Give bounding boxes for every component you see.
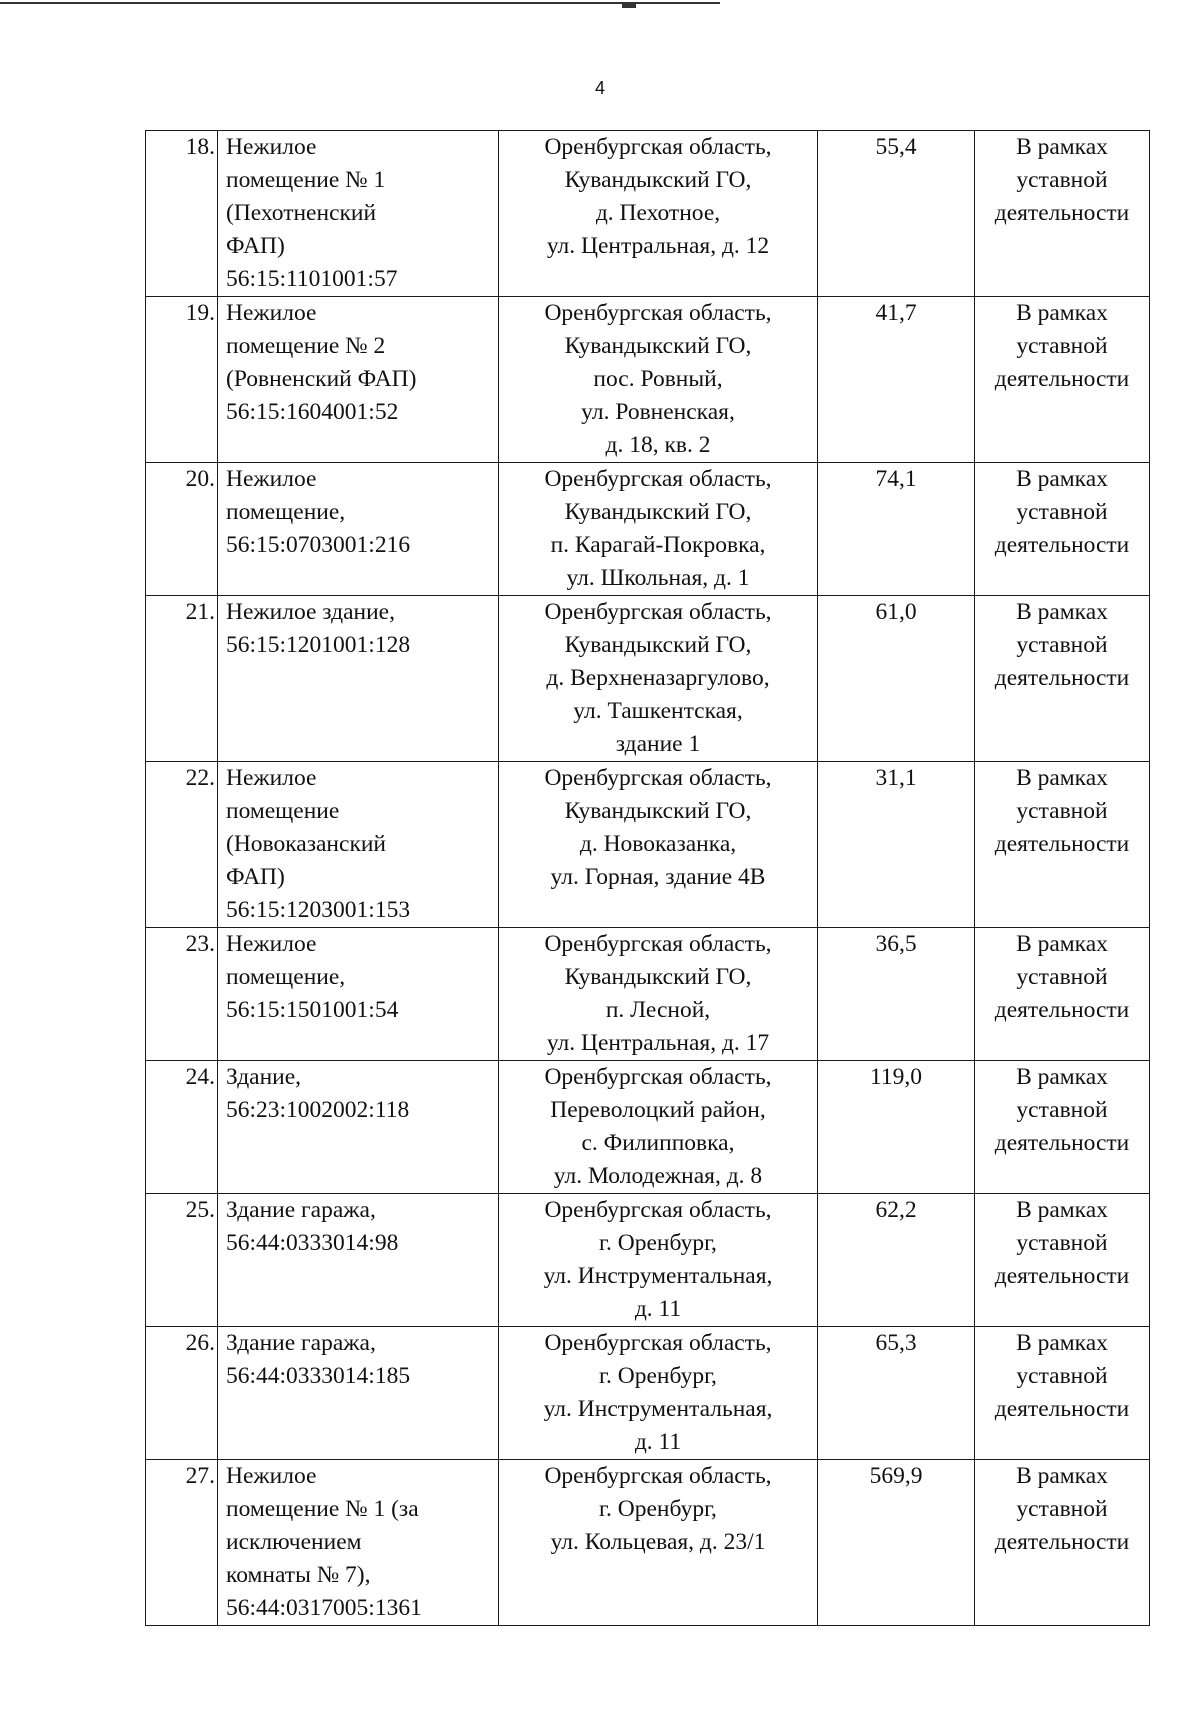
object-name-line: 56:15:1201001:128: [226, 632, 411, 658]
address-line: д. Пехотное,: [595, 200, 721, 226]
address-line: Переволоцкий район,: [550, 1097, 766, 1123]
address-line: д. 11: [634, 1296, 682, 1322]
usage-basis-line: уставной: [1016, 1097, 1108, 1123]
object-name-cell: [218, 596, 499, 762]
address-cell: [499, 1194, 818, 1327]
table-row: [146, 297, 1150, 463]
area-cell: [818, 1460, 975, 1626]
address-line: Кувандыкский ГО,: [564, 167, 752, 193]
usage-basis-line: уставной: [1016, 798, 1108, 824]
usage-basis-line: В рамках: [1016, 134, 1108, 160]
page-number: 4: [594, 78, 605, 98]
address-line: здание 1: [615, 731, 701, 757]
usage-basis-line: В рамках: [1016, 1197, 1108, 1223]
object-name-line: 56:15:1604001:52: [226, 399, 399, 425]
usage-basis-line: деятельности: [994, 997, 1130, 1023]
object-name-line: (Новоказанский: [226, 831, 387, 857]
address-cell: [499, 928, 818, 1061]
row-number-cell: [146, 297, 218, 463]
usage-basis-line: деятельности: [994, 1130, 1130, 1156]
scan-top-edge-line: [0, 2, 720, 4]
address-line: ул. Инструментальная,: [543, 1263, 773, 1289]
address-cell: [499, 1327, 818, 1460]
address-line: Кувандыкский ГО,: [564, 499, 752, 525]
object-name-line: помещение: [226, 798, 340, 824]
address-line: д. Верхненазаргулово,: [546, 665, 770, 691]
area-value: 41,7: [875, 300, 917, 326]
row-number-cell: [146, 596, 218, 762]
address-line: Кувандыкский ГО,: [564, 333, 752, 359]
address-line: д. Новоказанка,: [579, 831, 737, 857]
object-name-cell: [218, 1194, 499, 1327]
usage-basis-line: уставной: [1016, 1230, 1108, 1256]
object-name-cell: [218, 131, 499, 297]
address-cell: [499, 131, 818, 297]
table-row: [146, 1460, 1150, 1626]
object-name-line: Нежилое: [226, 765, 317, 791]
address-line: ул. Ровненская,: [581, 399, 735, 425]
object-name-cell: [218, 463, 499, 596]
object-name-line: помещение,: [226, 499, 346, 525]
address-line: ул. Ташкентская,: [573, 698, 743, 724]
area-cell: [818, 596, 975, 762]
usage-basis-line: деятельности: [994, 831, 1130, 857]
object-name-line: Нежилое: [226, 466, 317, 492]
address-line: Оренбургская область,: [544, 134, 772, 160]
address-line: Оренбургская область,: [544, 1463, 772, 1489]
row-number-cell: [146, 762, 218, 928]
address-line: пос. Ровный,: [593, 366, 723, 392]
address-line: п. Карагай-Покровка,: [550, 532, 766, 558]
usage-basis-cell: [975, 131, 1150, 297]
area-cell: [818, 463, 975, 596]
usage-basis-line: деятельности: [994, 665, 1130, 691]
address-line: Оренбургская область,: [544, 1197, 772, 1223]
area-cell: [818, 1327, 975, 1460]
area-value: 569,9: [869, 1463, 923, 1489]
object-name-line: 56:15:1101001:57: [226, 266, 398, 292]
table-row: [146, 928, 1150, 1061]
usage-basis-line: В рамках: [1016, 1463, 1108, 1489]
property-table: [145, 130, 1150, 1626]
object-name-line: помещение № 1 (за: [226, 1496, 419, 1522]
usage-basis-line: В рамках: [1016, 466, 1108, 492]
property-table-body: [146, 131, 1150, 1626]
usage-basis-line: деятельности: [994, 1529, 1130, 1555]
address-line: ул. Горная, здание 4В: [550, 864, 766, 890]
usage-basis-line: уставной: [1016, 499, 1108, 525]
object-name-line: Здание гаража,: [226, 1197, 376, 1223]
address-line: с. Филипповка,: [581, 1130, 735, 1156]
usage-basis-line: В рамках: [1016, 599, 1108, 625]
object-name-cell: [218, 762, 499, 928]
row-number: 20.: [185, 466, 215, 492]
object-name-line: 56:15:0703001:216: [226, 532, 411, 558]
table-row: [146, 762, 1150, 928]
address-line: Оренбургская область,: [544, 1064, 772, 1090]
table-row: [146, 1194, 1150, 1327]
usage-basis-line: деятельности: [994, 200, 1130, 226]
object-name-cell: [218, 297, 499, 463]
usage-basis-cell: [975, 297, 1150, 463]
area-cell: [818, 928, 975, 1061]
area-cell: [818, 297, 975, 463]
object-name-line: 56:44:0333014:98: [226, 1230, 399, 1256]
address-line: ул. Инструментальная,: [543, 1396, 773, 1422]
address-cell: [499, 1061, 818, 1194]
object-name-cell: [218, 1327, 499, 1460]
object-name-line: Здание гаража,: [226, 1330, 376, 1356]
row-number-cell: [146, 928, 218, 1061]
row-number-cell: [146, 1061, 218, 1194]
address-cell: [499, 596, 818, 762]
usage-basis-cell: [975, 1460, 1150, 1626]
usage-basis-line: уставной: [1016, 1496, 1108, 1522]
row-number: 26.: [185, 1330, 215, 1356]
address-line: ул. Центральная, д. 12: [546, 233, 770, 259]
row-number: 18.: [185, 134, 215, 160]
usage-basis-line: В рамках: [1016, 1064, 1108, 1090]
object-name-line: 56:15:1203001:153: [226, 897, 411, 923]
area-value: 74,1: [875, 466, 917, 492]
area-value: 36,5: [875, 931, 917, 957]
object-name-line: Нежилое: [226, 134, 317, 160]
object-name-line: 56:44:0317005:1361: [226, 1595, 422, 1621]
address-line: г. Оренбург,: [599, 1230, 717, 1256]
scan-edge-mark: [622, 2, 636, 8]
usage-basis-cell: [975, 463, 1150, 596]
area-value: 61,0: [875, 599, 917, 625]
usage-basis-cell: [975, 1327, 1150, 1460]
row-number-cell: [146, 1194, 218, 1327]
address-line: ул. Молодежная, д. 8: [553, 1163, 763, 1189]
usage-basis-line: В рамках: [1016, 765, 1108, 791]
area-value: 119,0: [869, 1064, 922, 1090]
address-line: д. 18, кв. 2: [605, 432, 711, 458]
object-name-line: 56:44:0333014:185: [226, 1363, 411, 1389]
row-number-cell: [146, 1327, 218, 1460]
object-name-line: помещение,: [226, 964, 346, 990]
area-cell: [818, 1194, 975, 1327]
usage-basis-line: В рамках: [1016, 931, 1108, 957]
row-number: 22.: [185, 765, 215, 791]
object-name-line: (Ровненский ФАП): [226, 366, 417, 392]
address-cell: [499, 1460, 818, 1626]
usage-basis-cell: [975, 596, 1150, 762]
address-line: Оренбургская область,: [544, 1330, 772, 1356]
address-line: Кувандыкский ГО,: [564, 798, 752, 824]
address-line: Кувандыкский ГО,: [564, 632, 752, 658]
area-cell: [818, 1061, 975, 1194]
usage-basis-cell: [975, 928, 1150, 1061]
address-cell: [499, 463, 818, 596]
usage-basis-line: уставной: [1016, 333, 1108, 359]
address-line: Оренбургская область,: [544, 931, 772, 957]
usage-basis-line: деятельности: [994, 532, 1130, 558]
table-row: [146, 131, 1150, 297]
usage-basis-line: В рамках: [1016, 300, 1108, 326]
usage-basis-cell: [975, 1194, 1150, 1327]
row-number: 19.: [185, 300, 215, 326]
row-number-cell: [146, 1460, 218, 1626]
usage-basis-line: деятельности: [994, 1263, 1130, 1289]
object-name-line: помещение № 2: [226, 333, 386, 359]
object-name-line: Нежилое: [226, 931, 317, 957]
usage-basis-line: деятельности: [994, 1396, 1130, 1422]
usage-basis-cell: [975, 1061, 1150, 1194]
object-name-cell: [218, 928, 499, 1061]
address-line: ул. Школьная, д. 1: [566, 565, 750, 591]
object-name-line: Нежилое: [226, 1463, 317, 1489]
address-line: ул. Кольцевая, д. 23/1: [550, 1529, 766, 1555]
address-line: ул. Центральная, д. 17: [546, 1030, 770, 1056]
object-name-line: исключением: [226, 1529, 362, 1555]
address-cell: [499, 762, 818, 928]
row-number: 24.: [185, 1064, 215, 1090]
object-name-cell: [218, 1061, 499, 1194]
row-number: 23.: [185, 931, 215, 957]
object-name-line: Здание,: [226, 1064, 302, 1090]
area-cell: [818, 131, 975, 297]
usage-basis-line: уставной: [1016, 632, 1108, 658]
object-name-line: помещение № 1: [226, 167, 386, 193]
address-line: д. 11: [634, 1429, 682, 1455]
row-number: 21.: [185, 599, 215, 625]
object-name-line: Нежилое: [226, 300, 317, 326]
address-cell: [499, 297, 818, 463]
address-line: Оренбургская область,: [544, 765, 772, 791]
table-row: [146, 463, 1150, 596]
address-line: Оренбургская область,: [544, 300, 772, 326]
object-name-line: 56:23:1002002:118: [226, 1097, 410, 1123]
row-number: 27.: [185, 1463, 215, 1489]
object-name-line: комнаты № 7),: [226, 1562, 371, 1588]
address-line: г. Оренбург,: [599, 1496, 717, 1522]
object-name-line: 56:15:1501001:54: [226, 997, 399, 1023]
address-line: Оренбургская область,: [544, 466, 772, 492]
row-number-cell: [146, 131, 218, 297]
address-line: г. Оренбург,: [599, 1363, 717, 1389]
usage-basis-line: уставной: [1016, 167, 1108, 193]
usage-basis-line: уставной: [1016, 1363, 1108, 1389]
usage-basis-line: уставной: [1016, 964, 1108, 990]
address-line: Кувандыкский ГО,: [564, 964, 752, 990]
table-row: [146, 596, 1150, 762]
table-row: [146, 1061, 1150, 1194]
area-value: 55,4: [875, 134, 917, 160]
usage-basis-line: деятельности: [994, 366, 1130, 392]
area-cell: [818, 762, 975, 928]
object-name-cell: [218, 1460, 499, 1626]
object-name-line: (Пехотненский: [226, 200, 377, 226]
address-line: п. Лесной,: [605, 997, 711, 1023]
usage-basis-line: В рамках: [1016, 1330, 1108, 1356]
row-number-cell: [146, 463, 218, 596]
area-value: 65,3: [875, 1330, 917, 1356]
area-value: 62,2: [875, 1197, 917, 1223]
address-line: Оренбургская область,: [544, 599, 772, 625]
table-row: [146, 1327, 1150, 1460]
object-name-line: ФАП): [226, 233, 285, 259]
object-name-line: ФАП): [226, 864, 285, 890]
object-name-line: Нежилое здание,: [226, 599, 395, 625]
usage-basis-cell: [975, 762, 1150, 928]
row-number: 25.: [185, 1197, 215, 1223]
area-value: 31,1: [875, 765, 917, 791]
